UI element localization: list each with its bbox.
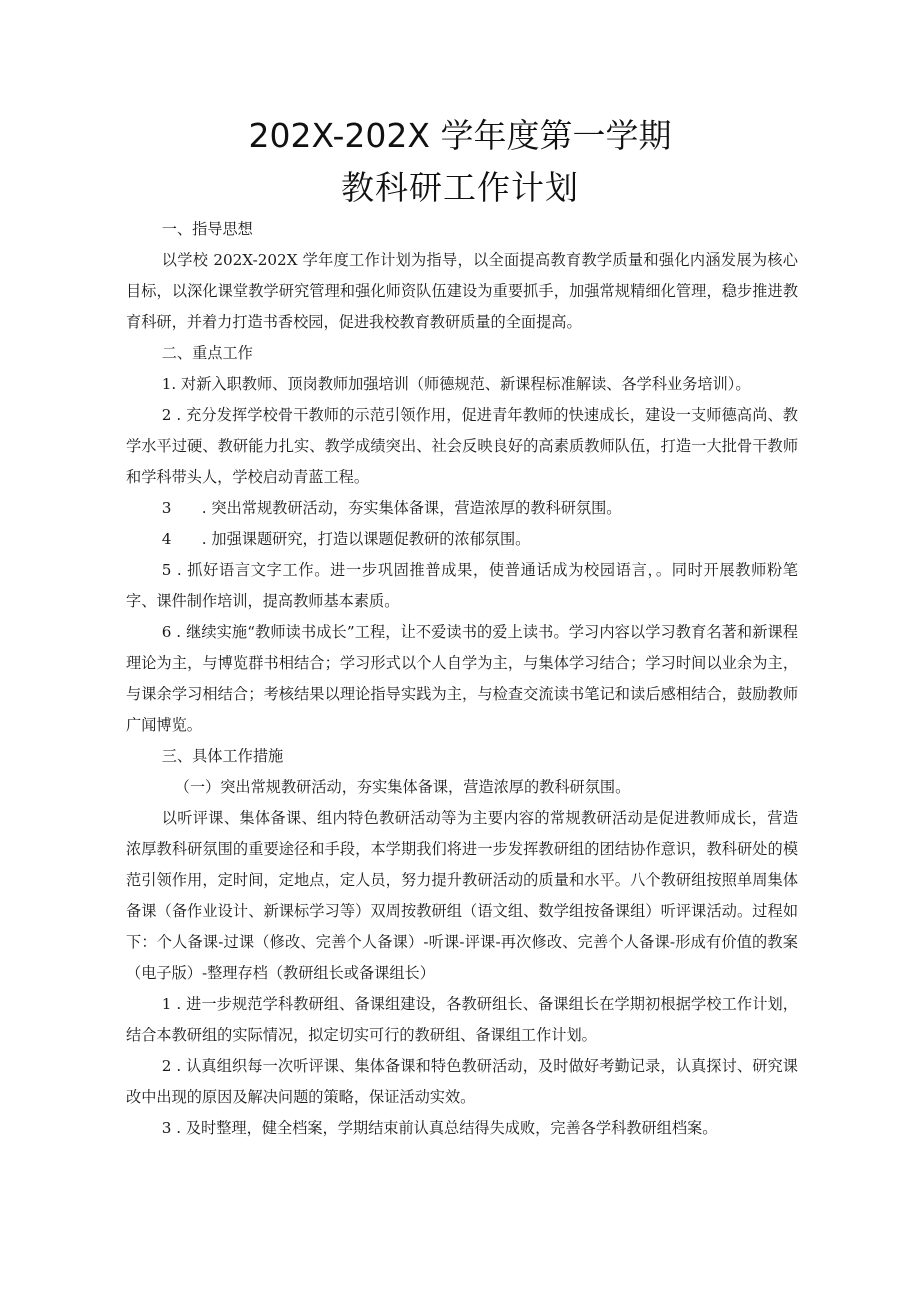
key-work-item-1: 1. 对新入职教师、顶岗教师加强培训（师德规范、新课程标准解读、各学科业务培训）。 <box>161 375 751 393</box>
key-work-item-3: 3 . 突出常规教研活动，夯实集体备课，营造浓厚的教科研氛围。 <box>161 499 622 517</box>
document-body <box>126 214 798 1144</box>
measures-subheading-1: （一）突出常规教研活动，夯实集体备课，营造浓厚的教科研氛围。 <box>174 778 631 796</box>
key-work-item-4: 4 . 加强课题研究，打造以课题促教研的浓郁氛围。 <box>161 530 531 548</box>
key-work-item-6: 6 . 继续实施“教师读书成长”工程，让不爱读书的爱上读书。学习内容以学习教育名著和新课程理论为主，与博览群书相结合；学习形式以个人自学为主，与集体学习结合；学习时间以业余为主，与课余学习相结合；考核结果以理论指导实践为主，与检查交流读书笔记和读后感相结合，鼓励教师广闻博览。 <box>126 623 798 734</box>
document-title-line2: 教科研工作计划 <box>341 168 579 207</box>
section-heading-key-work: 二、重点工作 <box>161 344 253 362</box>
key-work-item-2: 2 . 充分发挥学校骨干教师的示范引领作用，促进青年教师的快速成长，建设一支师德高尚、教学水平过硬、教研能力扎实、教学成绩突出、社会反映良好的高素质教师队伍，打造一大批骨干教师和学科带头人，学校启动青蓝工程。 <box>126 406 798 486</box>
paragraph-measures: 以听评课、集体备课、组内特色教研活动等为主要内容的常规教研活动是促进教师成长，营造浓厚教科研氛围的重要途径和手段，本学期我们将进一步发挥教研组的团结协作意识，教科研处的模范引领作用，定时间，定地点，定人员，努力提升教研活动的质量和水平。八个教研组按照单周集体备课（备作业设计、新课标学习等）双周按教研组（语文组、数学组按备课组）听评课活动。过程如下：个人备课-过课（修改、完善个人备课）-听课-评课-再次修改、完善个人备课-形成有价值的教案（电子版）-整理存档（教研组长或备课组长） <box>126 809 798 982</box>
measures-item-3: 3 . 及时整理，健全档案，学期结束前认真总结得失成败，完善各学科教研组档案。 <box>161 1119 718 1137</box>
key-work-item-5: 5 . 抓好语言文字工作。进一步巩固推普成果，使普通话成为校园语言，。同时开展教师粉笔字、课件制作培训，提高教师基本素质。 <box>126 561 798 610</box>
section-heading-measures: 三、具体工作措施 <box>161 747 284 765</box>
document-title-line1: 202X-202X 学年度第一学期 <box>248 116 672 155</box>
section-heading-guiding-ideology: 一、指导思想 <box>161 220 253 238</box>
paragraph-guiding-ideology: 以学校 202X-202X 学年度工作计划为指导，以全面提高教育教学质量和强化内涵发展为核心目标，以深化课堂教学研究管理和强化师资队伍建设为重要抓手，加强常规精细化管理，稳步推进教育科研，并着力打造书香校园，促进我校教育教研质量的全面提高。 <box>126 251 798 331</box>
measures-item-2: 2 . 认真组织每一次听评课、集体备课和特色教研活动，及时做好考勤记录，认真探讨、研究课改中出现的原因及解决问题的策略，保证活动实效。 <box>126 1057 798 1106</box>
measures-item-1: 1 . 进一步规范学科教研组、备课组建设，各教研组长、备课组长在学期初根据学校工作计划，结合本教研组的实际情况，拟定切实可行的教研组、备课组工作计划。 <box>126 995 798 1044</box>
